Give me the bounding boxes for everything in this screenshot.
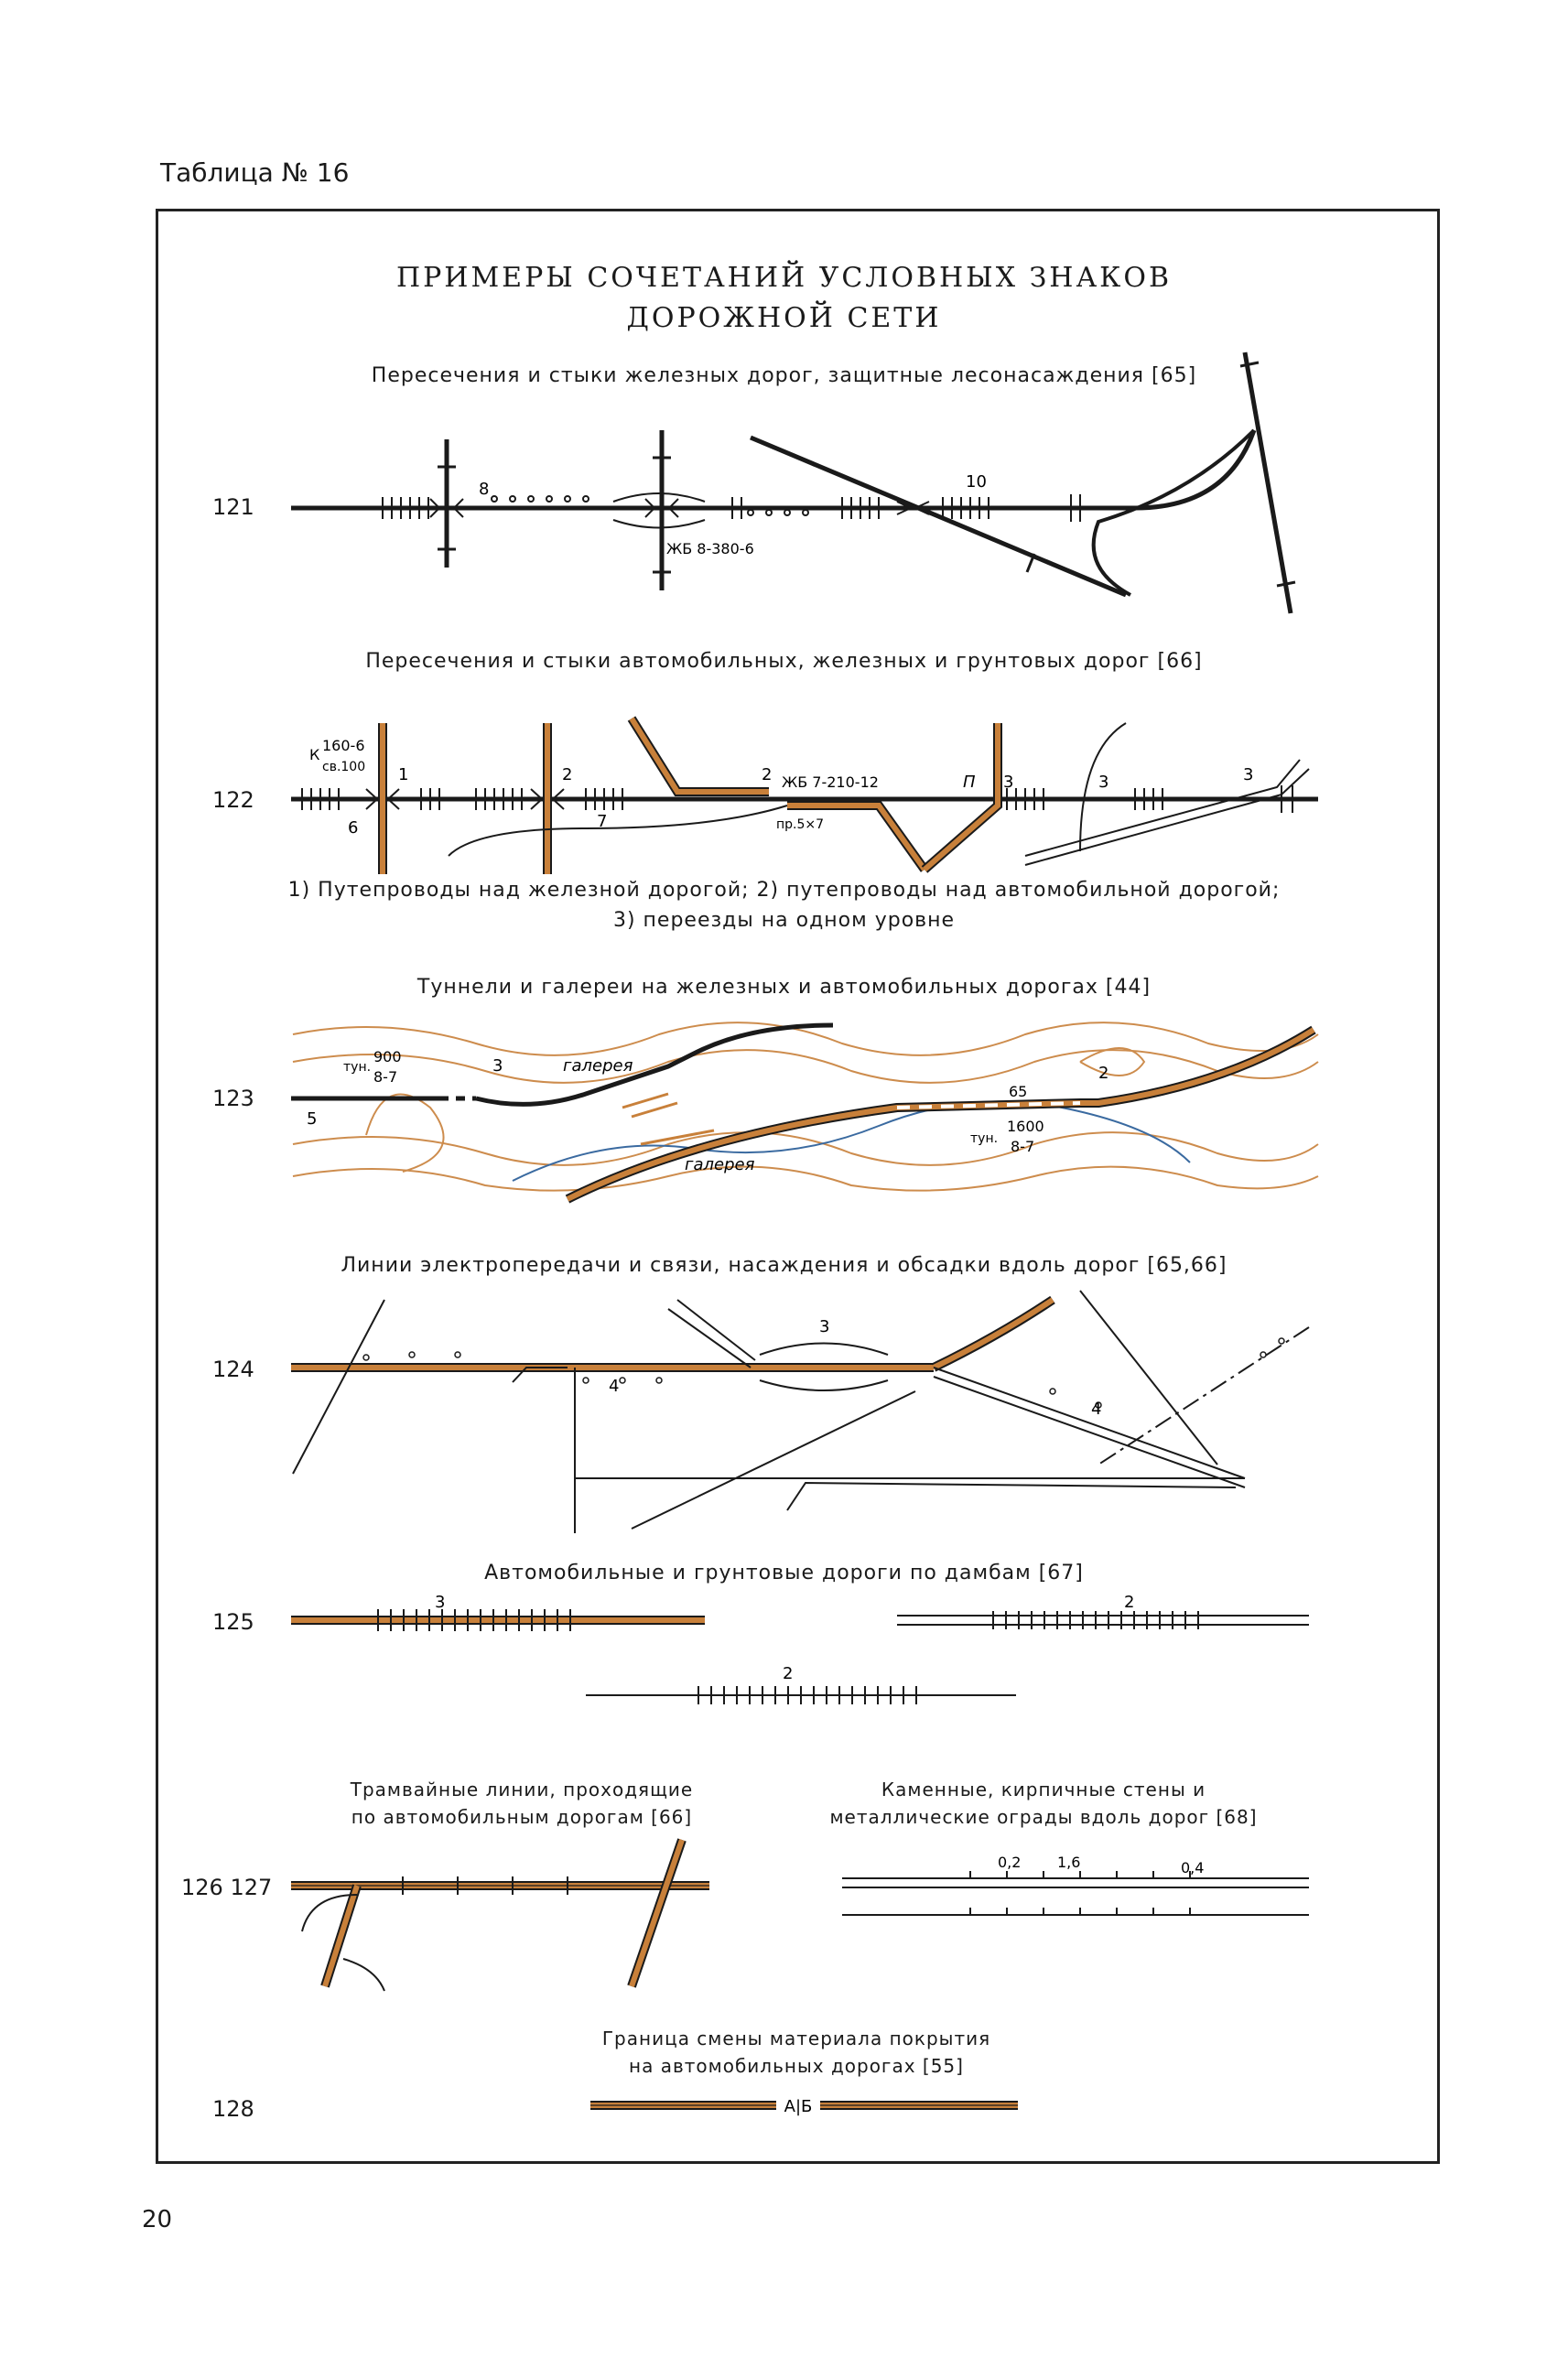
label-122-jb: ЖБ 7-210-12 bbox=[782, 773, 879, 791]
label-123-tun2: тун. bbox=[970, 1131, 999, 1146]
label-124-n4b: 4 bbox=[1091, 1400, 1102, 1419]
row-number-123: 123 bbox=[212, 1086, 254, 1111]
label-122-n2b: 2 bbox=[762, 765, 773, 784]
label-123-n2: 2 bbox=[1098, 1064, 1109, 1083]
note-122-2: 3) переезды на одном уровне bbox=[612, 909, 956, 932]
caption-126-line-1: Трамвайные линии, проходящие bbox=[350, 1779, 694, 1800]
row-126-127-drawing bbox=[291, 1840, 1309, 1991]
label-123-900: 900 bbox=[373, 1048, 402, 1065]
label-122-n1: 1 bbox=[398, 765, 409, 784]
row-128-drawing bbox=[590, 2094, 1018, 2116]
label-121-b: 10 bbox=[966, 472, 987, 492]
label-122-n6: 6 bbox=[348, 818, 359, 838]
label-121-c: ЖБ 8-380-6 bbox=[666, 540, 754, 557]
row-number-125: 125 bbox=[212, 1609, 254, 1635]
caption-127-line-1: Каменные, кирпичные стены и bbox=[881, 1779, 1206, 1800]
caption-126-line-2: по автомобильным дорогам [66] bbox=[351, 1806, 693, 1828]
label-122-f1: 160-6 bbox=[322, 737, 365, 754]
label-124-n4a: 4 bbox=[609, 1377, 620, 1396]
row-number-128: 128 bbox=[212, 2096, 254, 2122]
label-123-n3: 3 bbox=[492, 1056, 503, 1076]
row-122-drawing bbox=[291, 719, 1318, 874]
caption-128-line-2: на автомобильных дорогах [55] bbox=[629, 2055, 964, 2077]
label-128-ab: А|Б bbox=[784, 2097, 813, 2116]
label-125-n2a: 2 bbox=[1124, 1593, 1135, 1612]
label-122-n2a: 2 bbox=[562, 765, 573, 784]
caption-122: Пересечения и стыки автомобильных, железных и грунтовых дорог [66] bbox=[365, 650, 1203, 673]
row-number-122: 122 bbox=[212, 787, 254, 813]
label-127-v16: 1,6 bbox=[1057, 1854, 1081, 1871]
row-number-121: 121 bbox=[212, 494, 254, 520]
page-number: 20 bbox=[142, 2206, 173, 2233]
label-121-a: 8 bbox=[479, 480, 490, 499]
label-122-k: К bbox=[309, 746, 320, 763]
label-122-n3b: 3 bbox=[1098, 773, 1109, 792]
label-123-n65: 65 bbox=[1009, 1083, 1028, 1100]
caption-125: Автомобильные и грунтовые дороги по дамбам [67] bbox=[484, 1562, 1084, 1584]
label-122-f2: св.100 bbox=[322, 760, 366, 774]
label-123-87a: 8-7 bbox=[373, 1068, 398, 1086]
table-label: Таблица № 16 bbox=[160, 157, 350, 188]
caption-121: Пересечения и стыки железных дорог, защитные лесонасаждения [65] bbox=[371, 364, 1197, 387]
label-122-n3a: 3 bbox=[1003, 773, 1014, 792]
caption-123: Туннели и галереи на железных и автомобильных дорогах [44] bbox=[416, 976, 1152, 999]
label-122-p: П bbox=[963, 773, 976, 792]
label-125-n2b: 2 bbox=[783, 1664, 794, 1683]
row-121-drawing bbox=[291, 352, 1295, 613]
label-123-tun1: тун. bbox=[343, 1060, 372, 1075]
row-number-126-127: 126 127 bbox=[181, 1875, 273, 1900]
label-127-v04: 0,4 bbox=[1181, 1859, 1205, 1876]
label-122-pr: пр.5×7 bbox=[776, 817, 825, 832]
label-123-gal1: галерея bbox=[563, 1056, 633, 1076]
title-line-2: ДОРОЖНОЙ СЕТИ bbox=[626, 302, 942, 334]
label-125-n3: 3 bbox=[435, 1593, 446, 1612]
row-number-124: 124 bbox=[212, 1357, 254, 1382]
label-127-v02: 0,2 bbox=[998, 1854, 1022, 1871]
note-122-1: 1) Путепроводы над железной дорогой; 2) путепроводы над автомобильной дорогой; bbox=[287, 879, 1281, 902]
label-123-gal2: галерея bbox=[685, 1155, 755, 1174]
label-124-n3: 3 bbox=[819, 1317, 830, 1336]
caption-127-line-2: металлические ограды вдоль дорог [68] bbox=[829, 1806, 1258, 1828]
label-123-87b: 8-7 bbox=[1011, 1138, 1035, 1155]
label-122-n3c: 3 bbox=[1243, 765, 1254, 784]
label-122-n7: 7 bbox=[597, 812, 608, 831]
title-line-1: ПРИМЕРЫ СОЧЕТАНИЙ УСЛОВНЫХ ЗНАКОВ bbox=[395, 262, 1173, 294]
label-123-n5: 5 bbox=[307, 1109, 318, 1129]
caption-124: Линии электропередачи и связи, насаждения и обсадки вдоль дорог [65,66] bbox=[341, 1254, 1227, 1277]
caption-128-line-1: Граница смены материала покрытия bbox=[601, 2028, 991, 2049]
label-123-1600: 1600 bbox=[1007, 1118, 1044, 1135]
row-124-drawing bbox=[291, 1291, 1309, 1533]
row-125-drawing bbox=[291, 1593, 1309, 1704]
row-123-drawing bbox=[291, 1022, 1318, 1199]
